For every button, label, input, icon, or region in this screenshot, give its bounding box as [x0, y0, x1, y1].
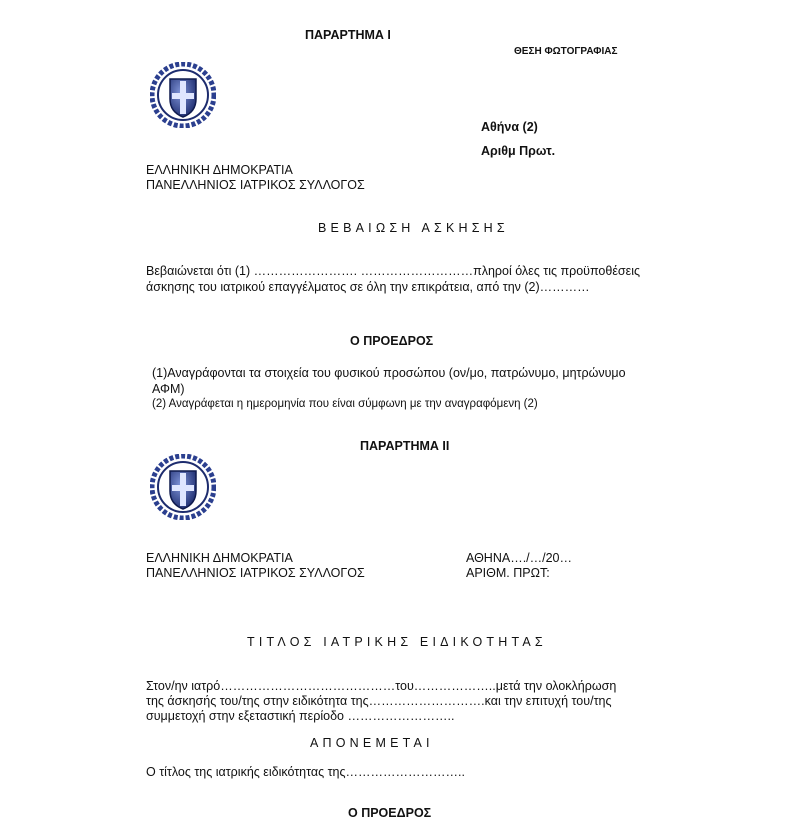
photo-label: ΘΕΣΗ ΦΩΤΟΓΡΑΦΙΑΣ: [514, 46, 618, 57]
annex1-signatory: Ο ΠΡΟΕΔΡΟΣ: [350, 334, 434, 348]
annex2-protocol: ΑΡΙΘΜ. ΠΡΩΤ:: [466, 566, 550, 580]
annex2-body-line1: Στον/ην ιατρό……………………………………του………………..μετά την ολοκλήρωση: [146, 679, 617, 693]
annex2-city-date: ΑΘΗΝΑ…./…/20…: [466, 551, 573, 565]
annex2-title-line: Ο τίτλος της ιατρικής ειδικότητας της………………………..: [146, 765, 465, 779]
annex2-title: ΤΙΤΛΟΣ ΙΑΤΡΙΚΗΣ ΕΙΔΙΚΟΤΗΤΑΣ: [247, 635, 547, 649]
annex1-city-line: Αθήνα (2): [481, 120, 538, 134]
annex2-body-line2: της άσκησής του/της στην ειδικότητα της……………………….και την επιτυχή του/της: [146, 694, 612, 708]
annex2-signatory: Ο ΠΡΟΕΔΡΟΣ: [348, 806, 432, 820]
annex1-org-line1: ΕΛΛΗΝΙΚΗ ΔΗΜΟΚΡΑΤΙΑ: [146, 163, 293, 177]
annex1-body-line2: άσκησης του ιατρικού επαγγέλματος σε όλη την επικράτεια, από την (2)…………: [146, 280, 590, 294]
annex2-awarded: ΑΠΟΝΕΜΕΤΑΙ: [310, 736, 434, 750]
annex1-heading: ΠΑΡΑΡΤΗΜΑ Ι: [305, 28, 391, 42]
annex2-heading: ΠΑΡΑΡΤΗΜΑ ΙΙ: [360, 439, 450, 453]
annex1-protocol-line: Αριθμ Πρωτ.: [481, 144, 556, 158]
annex1-body-line1: Βεβαιώνεται ότι (1) ……………………. ………………………πληροί όλες τις προϋποθέσεις: [146, 264, 641, 278]
annex1-note1-line2: ΑΦΜ): [152, 382, 185, 396]
annex1-note1-line1: (1)Αναγράφονται τα στοιχεία του φυσικού προσώπου (ον/μο, πατρώνυμο, μητρώνυμο: [152, 366, 626, 380]
annex1-org-line2: ΠΑΝΕΛΛΗΝΙΟΣ ΙΑΤΡΙΚΟΣ ΣΥΛΛΟΓΟΣ: [146, 178, 365, 192]
annex2-org-line2: ΠΑΝΕΛΛΗΝΙΟΣ ΙΑΤΡΙΚΟΣ ΣΥΛΛΟΓΟΣ: [146, 566, 365, 580]
annex1-note2: (2) Αναγράφεται η ημερομηνία που είναι σύμφωνη με την αναγραφόμενη (2): [152, 398, 538, 410]
greek-emblem-icon: [150, 62, 216, 128]
annex2-org-line1: ΕΛΛΗΝΙΚΗ ΔΗΜΟΚΡΑΤΙΑ: [146, 551, 293, 565]
annex1-title: ΒΕΒΑΙΩΣΗ ΑΣΚΗΣΗΣ: [318, 221, 509, 235]
greek-emblem-icon: [150, 454, 216, 520]
annex2-body-line3: συμμετοχή στην εξεταστική περίοδο ……………………..: [146, 709, 455, 723]
